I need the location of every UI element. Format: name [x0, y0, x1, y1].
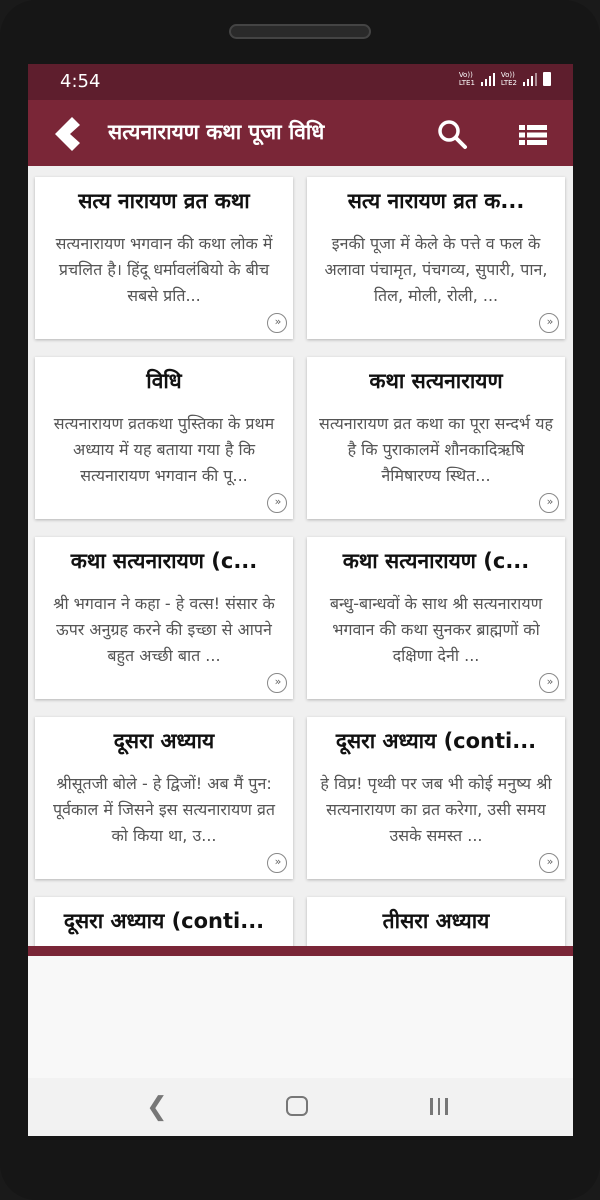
card-item[interactable] — [35, 177, 293, 339]
card-title: सत्य नारायण व्रत कथा — [78, 189, 250, 213]
read-more-icon[interactable]: » — [267, 313, 287, 333]
search-button[interactable] — [436, 118, 468, 150]
read-more-icon[interactable]: » — [539, 673, 559, 693]
search-icon — [436, 118, 468, 150]
app-toolbar — [28, 100, 573, 166]
back-button[interactable] — [50, 114, 90, 154]
read-more-icon[interactable]: » — [267, 673, 287, 693]
read-more-icon[interactable]: » — [539, 313, 559, 333]
card-description: श्री भगवान ने कहा - हे वत्स! संसार के ऊपर अनुग्रह करने की इच्छा से आपने बहुत अच्छी बात ... — [53, 594, 275, 665]
read-more-icon[interactable]: » — [267, 493, 287, 513]
card-item[interactable] — [35, 897, 293, 946]
card-description: सत्यनारायण व्रतकथा पुस्तिका के प्रथम अध्याय में यह बताया गया है कि सत्यनारायण भगवान की पू... — [53, 414, 275, 485]
card-title: तीसरा अध्याय — [382, 909, 490, 933]
battery-icon — [543, 72, 551, 86]
card-title: कथा सत्यनारायण — [369, 369, 503, 393]
earpiece-speaker — [229, 24, 371, 39]
card-description: इनकी पूजा में केले के पत्ते व फल के अलावा पंचामृत, पंचगव्य, सुपारी, पान, तिल, मोली, रोली, ... — [324, 234, 548, 305]
list-menu-button[interactable] — [518, 120, 548, 150]
card-item[interactable] — [35, 537, 293, 699]
card-description: सत्यनारायण व्रत कथा का पूरा सन्दर्भ यह है कि पुराकालमें शौनकादिऋषि नैमिषारण्य स्थित... — [319, 414, 553, 485]
card-title: दूसरा अध्याय (conti... — [63, 909, 265, 933]
nav-back-icon[interactable]: ❮ — [146, 1092, 168, 1122]
sim1-indicator: Vo)) LTE1 — [458, 71, 475, 87]
screen — [28, 64, 573, 1136]
blank-area — [28, 956, 573, 1078]
back-arrow-icon — [50, 114, 90, 154]
sim2-indicator: Vo)) LTE2 — [500, 71, 517, 87]
card-item[interactable] — [35, 357, 293, 519]
read-more-icon[interactable]: » — [539, 493, 559, 513]
card-description: बन्धु-बान्धवों के साथ श्री सत्यनारायण भगवान की कथा सुनकर ब्राह्मणों को दक्षिणा देनी ... — [329, 594, 543, 665]
read-more-icon[interactable]: » — [267, 853, 287, 873]
card-item[interactable] — [307, 177, 565, 339]
card-title: सत्य नारायण व्रत क... — [347, 189, 525, 213]
nav-recents-icon[interactable] — [430, 1098, 448, 1115]
list-menu-icon — [518, 120, 548, 150]
card-title: दूसरा अध्याय (conti... — [335, 729, 537, 753]
card-title: कथा सत्यनारायण (c... — [70, 549, 258, 573]
card-description: सत्यनारायण भगवान की कथा लोक में प्रचलित है। हिंदू धर्मावलंबियो के बीच सबसे प्रति... — [55, 234, 273, 305]
card-item[interactable] — [307, 717, 565, 879]
card-description: श्रीसूतजी बोले - हे द्विजों! अब मैं पुन: पूर्वकाल में जिसने इस सत्यनारायण व्रत को किया था, उ... — [53, 774, 275, 845]
card-title: कथा सत्यनारायण (c... — [342, 549, 530, 573]
card-item[interactable] — [35, 717, 293, 879]
card-item[interactable] — [307, 897, 565, 946]
card-grid[interactable] — [28, 166, 573, 946]
page-title: सत्यनारायण कथा पूजा विधि — [108, 120, 325, 144]
card-description: हे विप्र! पृथ्वी पर जब भी कोई मनुष्य श्री सत्यनारायण का व्रत करेगा, उसी समय उसके समस्त ... — [320, 774, 552, 845]
status-icons — [459, 71, 551, 87]
signal-icon — [523, 72, 537, 86]
card-title: दूसरा अध्याय — [113, 729, 215, 753]
nav-home-icon[interactable] — [286, 1096, 308, 1116]
signal-icon — [481, 72, 495, 86]
bottom-accent-bar — [28, 946, 573, 956]
status-bar — [28, 64, 573, 100]
card-item[interactable] — [307, 357, 565, 519]
status-time: 4:54 — [60, 71, 101, 92]
card-title: विधि — [146, 369, 182, 393]
system-nav-bar — [28, 1078, 573, 1136]
card-item[interactable] — [307, 537, 565, 699]
read-more-icon[interactable]: » — [539, 853, 559, 873]
